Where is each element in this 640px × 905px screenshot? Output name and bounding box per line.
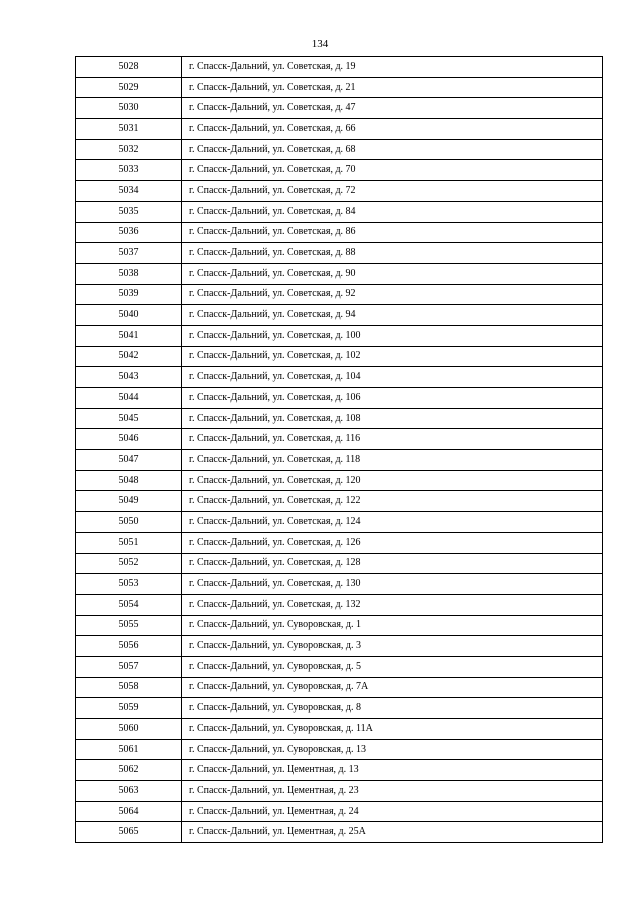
table-row xyxy=(76,98,603,119)
table-row xyxy=(76,781,603,802)
address-cell: г. Спасск-Дальний, ул. Советская, д. 100 xyxy=(182,325,603,346)
address-cell: г. Спасск-Дальний, ул. Советская, д. 128 xyxy=(182,553,603,574)
address-cell: г. Спасск-Дальний, ул. Советская, д. 70 xyxy=(182,160,603,181)
table-row xyxy=(76,119,603,140)
row-number-cell: 5065 xyxy=(76,822,182,843)
address-cell: г. Спасск-Дальний, ул. Советская, д. 118 xyxy=(182,450,603,471)
address-cell: г. Спасск-Дальний, ул. Суворовская, д. 13 xyxy=(182,739,603,760)
row-number-cell: 5031 xyxy=(76,119,182,140)
row-number-cell: 5050 xyxy=(76,512,182,533)
address-cell: г. Спасск-Дальний, ул. Цементная, д. 25А xyxy=(182,822,603,843)
table-row xyxy=(76,512,603,533)
row-number-cell: 5055 xyxy=(76,615,182,636)
table-row xyxy=(76,677,603,698)
address-cell: г. Спасск-Дальний, ул. Советская, д. 116 xyxy=(182,429,603,450)
table-row xyxy=(76,57,603,78)
row-number-cell: 5032 xyxy=(76,139,182,160)
row-number-cell: 5039 xyxy=(76,284,182,305)
row-number-cell: 5048 xyxy=(76,470,182,491)
address-table-body xyxy=(76,57,603,843)
table-row xyxy=(76,201,603,222)
address-cell: г. Спасск-Дальний, ул. Советская, д. 19 xyxy=(182,57,603,78)
address-cell: г. Спасск-Дальний, ул. Советская, д. 72 xyxy=(182,181,603,202)
row-number-cell: 5035 xyxy=(76,201,182,222)
row-number-cell: 5058 xyxy=(76,677,182,698)
row-number-cell: 5051 xyxy=(76,532,182,553)
address-cell: г. Спасск-Дальний, ул. Советская, д. 90 xyxy=(182,263,603,284)
table-row xyxy=(76,160,603,181)
address-cell: г. Спасск-Дальний, ул. Советская, д. 108 xyxy=(182,408,603,429)
address-cell: г. Спасск-Дальний, ул. Суворовская, д. 1 xyxy=(182,615,603,636)
table-row xyxy=(76,739,603,760)
table-row xyxy=(76,719,603,740)
row-number-cell: 5036 xyxy=(76,222,182,243)
table-row xyxy=(76,760,603,781)
row-number-cell: 5033 xyxy=(76,160,182,181)
table-row xyxy=(76,615,603,636)
address-cell: г. Спасск-Дальний, ул. Советская, д. 86 xyxy=(182,222,603,243)
address-cell: г. Спасск-Дальний, ул. Советская, д. 102 xyxy=(182,346,603,367)
table-row xyxy=(76,450,603,471)
table-row xyxy=(76,574,603,595)
table-row xyxy=(76,698,603,719)
table-row xyxy=(76,325,603,346)
row-number-cell: 5059 xyxy=(76,698,182,719)
address-cell: г. Спасск-Дальний, ул. Советская, д. 68 xyxy=(182,139,603,160)
address-cell: г. Спасск-Дальний, ул. Советская, д. 130 xyxy=(182,574,603,595)
row-number-cell: 5038 xyxy=(76,263,182,284)
address-cell: г. Спасск-Дальний, ул. Советская, д. 88 xyxy=(182,243,603,264)
table-row xyxy=(76,594,603,615)
address-cell: г. Спасск-Дальний, ул. Цементная, д. 23 xyxy=(182,781,603,802)
table-row xyxy=(76,553,603,574)
table-row xyxy=(76,222,603,243)
address-cell: г. Спасск-Дальний, ул. Цементная, д. 24 xyxy=(182,801,603,822)
address-cell: г. Спасск-Дальний, ул. Советская, д. 92 xyxy=(182,284,603,305)
table-row xyxy=(76,491,603,512)
table-row xyxy=(76,801,603,822)
table-row xyxy=(76,532,603,553)
address-cell: г. Спасск-Дальний, ул. Советская, д. 122 xyxy=(182,491,603,512)
address-cell: г. Спасск-Дальний, ул. Суворовская, д. 7А xyxy=(182,677,603,698)
row-number-cell: 5057 xyxy=(76,656,182,677)
row-number-cell: 5029 xyxy=(76,77,182,98)
address-cell: г. Спасск-Дальний, ул. Советская, д. 132 xyxy=(182,594,603,615)
row-number-cell: 5052 xyxy=(76,553,182,574)
row-number-cell: 5061 xyxy=(76,739,182,760)
table-row xyxy=(76,636,603,657)
table-row xyxy=(76,656,603,677)
table-row xyxy=(76,139,603,160)
address-cell: г. Спасск-Дальний, ул. Советская, д. 104 xyxy=(182,367,603,388)
row-number-cell: 5028 xyxy=(76,57,182,78)
page-number: 134 xyxy=(311,38,329,50)
table-row xyxy=(76,284,603,305)
table-row xyxy=(76,77,603,98)
row-number-cell: 5037 xyxy=(76,243,182,264)
row-number-cell: 5041 xyxy=(76,325,182,346)
address-table xyxy=(75,56,603,843)
address-cell: г. Спасск-Дальний, ул. Суворовская, д. 8 xyxy=(182,698,603,719)
address-cell: г. Спасск-Дальний, ул. Советская, д. 124 xyxy=(182,512,603,533)
row-number-cell: 5047 xyxy=(76,450,182,471)
row-number-cell: 5044 xyxy=(76,388,182,409)
address-cell: г. Спасск-Дальний, ул. Советская, д. 126 xyxy=(182,532,603,553)
table-row xyxy=(76,305,603,326)
row-number-cell: 5043 xyxy=(76,367,182,388)
row-number-cell: 5042 xyxy=(76,346,182,367)
table-row xyxy=(76,181,603,202)
row-number-cell: 5030 xyxy=(76,98,182,119)
table-row xyxy=(76,470,603,491)
row-number-cell: 5063 xyxy=(76,781,182,802)
row-number-cell: 5062 xyxy=(76,760,182,781)
table-row xyxy=(76,429,603,450)
row-number-cell: 5054 xyxy=(76,594,182,615)
address-cell: г. Спасск-Дальний, ул. Суворовская, д. 11А xyxy=(182,719,603,740)
address-cell: г. Спасск-Дальний, ул. Цементная, д. 13 xyxy=(182,760,603,781)
table-row xyxy=(76,263,603,284)
table-row xyxy=(76,822,603,843)
table-row xyxy=(76,408,603,429)
row-number-cell: 5034 xyxy=(76,181,182,202)
row-number-cell: 5064 xyxy=(76,801,182,822)
address-cell: г. Спасск-Дальний, ул. Советская, д. 84 xyxy=(182,201,603,222)
address-cell: г. Спасск-Дальний, ул. Советская, д. 66 xyxy=(182,119,603,140)
address-cell: г. Спасск-Дальний, ул. Суворовская, д. 3 xyxy=(182,636,603,657)
table-row xyxy=(76,388,603,409)
table-row xyxy=(76,243,603,264)
table-row xyxy=(76,346,603,367)
row-number-cell: 5053 xyxy=(76,574,182,595)
table-row xyxy=(76,367,603,388)
address-cell: г. Спасск-Дальний, ул. Советская, д. 94 xyxy=(182,305,603,326)
row-number-cell: 5045 xyxy=(76,408,182,429)
row-number-cell: 5040 xyxy=(76,305,182,326)
row-number-cell: 5056 xyxy=(76,636,182,657)
row-number-cell: 5060 xyxy=(76,719,182,740)
address-cell: г. Спасск-Дальний, ул. Советская, д. 21 xyxy=(182,77,603,98)
row-number-cell: 5046 xyxy=(76,429,182,450)
address-cell: г. Спасск-Дальний, ул. Советская, д. 120 xyxy=(182,470,603,491)
row-number-cell: 5049 xyxy=(76,491,182,512)
address-cell: г. Спасск-Дальний, ул. Советская, д. 47 xyxy=(182,98,603,119)
address-cell: г. Спасск-Дальний, ул. Суворовская, д. 5 xyxy=(182,656,603,677)
address-cell: г. Спасск-Дальний, ул. Советская, д. 106 xyxy=(182,388,603,409)
